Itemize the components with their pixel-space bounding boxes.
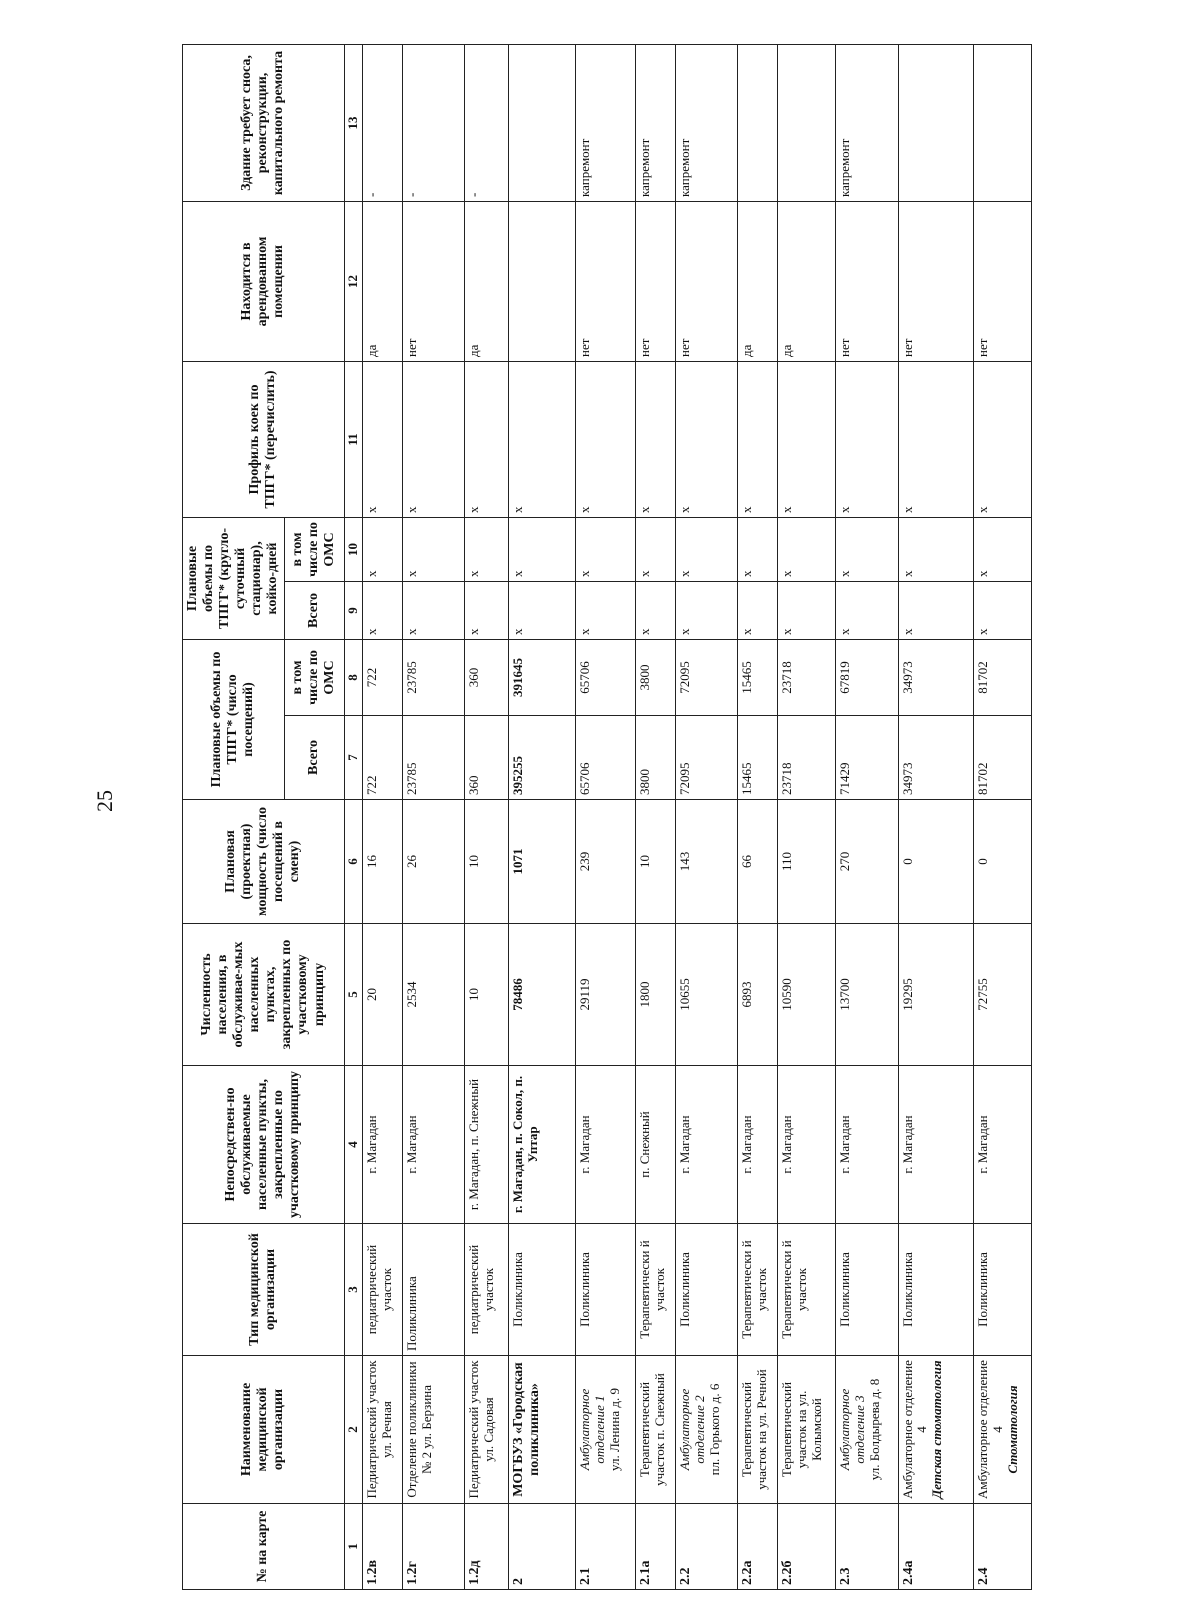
beds-oms: x bbox=[778, 517, 836, 581]
rented: да bbox=[738, 201, 778, 361]
population: 2534 bbox=[402, 924, 464, 1066]
map-number: 2.4а bbox=[898, 1504, 974, 1590]
visits-total: 23718 bbox=[778, 716, 836, 800]
header-settlements: Непосредствен-но обслуживаемые населенные пункты, закрепленные по участковому принципу bbox=[183, 1066, 345, 1224]
visits-oms: 360 bbox=[464, 640, 508, 716]
beds-total: x bbox=[636, 582, 676, 640]
map-number: 2.1а bbox=[636, 1504, 676, 1590]
repair bbox=[509, 44, 576, 201]
rented bbox=[509, 201, 576, 361]
beds-total: x bbox=[509, 582, 576, 640]
header-beds-oms: в том числе по ОМС bbox=[284, 517, 344, 581]
visits-oms: 23785 bbox=[402, 640, 464, 716]
bed-profile: x bbox=[836, 361, 898, 517]
population: 10590 bbox=[778, 924, 836, 1066]
capacity: 10 bbox=[464, 800, 508, 924]
table-row bbox=[836, 44, 898, 1589]
rented: нет bbox=[636, 201, 676, 361]
table-row bbox=[636, 44, 676, 1589]
settlements: г. Магадан bbox=[836, 1066, 898, 1224]
bed-profile: x bbox=[676, 361, 738, 517]
beds-total: x bbox=[898, 582, 974, 640]
column-number: 3 bbox=[344, 1224, 362, 1356]
header-rented: Находится в арендованном помещении bbox=[183, 201, 345, 361]
org-name-italic: Амбулаторное отделение 3 bbox=[837, 1388, 868, 1471]
org-type: Поликлиника bbox=[676, 1224, 738, 1356]
settlements: г. Магадан bbox=[974, 1066, 1032, 1224]
beds-total: x bbox=[738, 582, 778, 640]
rented: да bbox=[362, 201, 402, 361]
visits-total: 3800 bbox=[636, 716, 676, 800]
visits-oms: 391645 bbox=[509, 640, 576, 716]
beds-oms: x bbox=[738, 517, 778, 581]
capacity: 239 bbox=[576, 800, 636, 924]
visits-total: 81702 bbox=[974, 716, 1032, 800]
bed-profile: x bbox=[509, 361, 576, 517]
map-number: 1.2г bbox=[402, 1504, 464, 1590]
org-type: Терапевтически й участок bbox=[636, 1224, 676, 1356]
beds-oms: x bbox=[898, 517, 974, 581]
rented: нет bbox=[974, 201, 1032, 361]
population: 19295 bbox=[898, 924, 974, 1066]
column-number: 11 bbox=[344, 361, 362, 517]
org-name: МОГБУЗ «Городская поликлиника» bbox=[509, 1356, 576, 1504]
capacity: 10 bbox=[636, 800, 676, 924]
header-map-number: № на карте bbox=[183, 1504, 345, 1590]
visits-total: 15465 bbox=[738, 716, 778, 800]
visits-total: 72095 bbox=[676, 716, 738, 800]
column-number: 13 bbox=[344, 44, 362, 201]
header-visits-oms: в том числе по ОМС bbox=[284, 640, 344, 716]
org-name bbox=[974, 1356, 1032, 1504]
rented: нет bbox=[576, 201, 636, 361]
visits-oms: 34973 bbox=[898, 640, 974, 716]
population: 20 bbox=[362, 924, 402, 1066]
rented: да bbox=[464, 201, 508, 361]
visits-oms: 81702 bbox=[974, 640, 1032, 716]
capacity: 26 bbox=[402, 800, 464, 924]
visits-oms: 72095 bbox=[676, 640, 738, 716]
visits-total: 722 bbox=[362, 716, 402, 800]
bed-profile: x bbox=[738, 361, 778, 517]
bed-profile: x bbox=[898, 361, 974, 517]
header-repair: Здание требует сноса, реконструкции, капитального ремонта bbox=[183, 44, 345, 201]
header-capacity: Плановая (проектная) мощность (число посещений в смену) bbox=[183, 800, 345, 924]
org-name-italic: Амбулаторное отделение 1 bbox=[577, 1388, 607, 1471]
org-type: Поликлиника bbox=[836, 1224, 898, 1356]
org-type: Терапевтически й участок bbox=[738, 1224, 778, 1356]
beds-total: x bbox=[402, 582, 464, 640]
settlements: г. Магадан bbox=[898, 1066, 974, 1224]
column-number: 9 bbox=[344, 582, 362, 640]
column-number: 1 bbox=[344, 1504, 362, 1590]
beds-total: x bbox=[464, 582, 508, 640]
org-name: Педиатрический участок ул. Речная bbox=[362, 1356, 402, 1504]
header-beds-total: Всего bbox=[284, 582, 344, 640]
population: 13700 bbox=[836, 924, 898, 1066]
map-number: 2.2а bbox=[738, 1504, 778, 1590]
population: 29119 bbox=[576, 924, 636, 1066]
rented: нет bbox=[836, 201, 898, 361]
column-number: 5 bbox=[344, 924, 362, 1066]
repair: капремонт bbox=[676, 44, 738, 201]
map-number: 2.2 bbox=[676, 1504, 738, 1590]
org-type: Поликлиника bbox=[898, 1224, 974, 1356]
repair: - bbox=[362, 44, 402, 201]
map-number: 2.3 bbox=[836, 1504, 898, 1590]
visits-oms: 15465 bbox=[738, 640, 778, 716]
rented: да bbox=[778, 201, 836, 361]
org-type: Поликлиника bbox=[402, 1224, 464, 1356]
org-address: пл. Горького д. 6 bbox=[707, 1383, 722, 1476]
column-number: 12 bbox=[344, 201, 362, 361]
org-name bbox=[576, 1356, 636, 1504]
bed-profile: x bbox=[464, 361, 508, 517]
map-number: 2.2б bbox=[778, 1504, 836, 1590]
bed-profile: x bbox=[974, 361, 1032, 517]
org-type: педиатрический участок bbox=[464, 1224, 508, 1356]
beds-oms: x bbox=[576, 517, 636, 581]
map-number: 2.4 bbox=[974, 1504, 1032, 1590]
settlements: г. Магадан bbox=[576, 1066, 636, 1224]
map-number: 1.2д bbox=[464, 1504, 508, 1590]
org-name: Педиатрический участок ул. Садовая bbox=[464, 1356, 508, 1504]
visits-oms: 67819 bbox=[836, 640, 898, 716]
beds-total: x bbox=[974, 582, 1032, 640]
bed-profile: x bbox=[778, 361, 836, 517]
header-org-name: Наименование медицинской организации bbox=[183, 1356, 345, 1504]
beds-oms: x bbox=[974, 517, 1032, 581]
org-address: ул. Болдырева д. 8 bbox=[867, 1378, 883, 1481]
visits-total: 65706 bbox=[576, 716, 636, 800]
table-row bbox=[464, 44, 508, 1589]
org-type: Поликлиника bbox=[576, 1224, 636, 1356]
bed-profile: x bbox=[362, 361, 402, 517]
repair: капремонт bbox=[576, 44, 636, 201]
org-name bbox=[898, 1356, 974, 1504]
visits-oms: 23718 bbox=[778, 640, 836, 716]
medical-organizations-table bbox=[182, 44, 1032, 1590]
beds-oms: x bbox=[362, 517, 402, 581]
column-number: 2 bbox=[344, 1356, 362, 1504]
column-number: 4 bbox=[344, 1066, 362, 1224]
settlements: г. Магадан bbox=[738, 1066, 778, 1224]
org-name: Отделение поликлиники № 2 ул. Берзина bbox=[402, 1356, 464, 1504]
beds-oms: x bbox=[636, 517, 676, 581]
settlements: г. Магадан bbox=[402, 1066, 464, 1224]
table-row bbox=[362, 44, 402, 1589]
table-row bbox=[576, 44, 636, 1589]
rented: нет bbox=[402, 201, 464, 361]
repair bbox=[898, 44, 974, 201]
population: 72755 bbox=[974, 924, 1032, 1066]
org-specialty: Детская стоматология bbox=[929, 1360, 945, 1499]
table-row bbox=[778, 44, 836, 1589]
table-row bbox=[402, 44, 464, 1589]
map-number: 1.2в bbox=[362, 1504, 402, 1590]
map-number: 2.1 bbox=[576, 1504, 636, 1590]
beds-total: x bbox=[362, 582, 402, 640]
capacity: 0 bbox=[974, 800, 1032, 924]
settlements: г. Магадан bbox=[362, 1066, 402, 1224]
beds-oms: x bbox=[676, 517, 738, 581]
org-name: Терапевтический участок на ул. Колымской bbox=[778, 1356, 836, 1504]
repair: - bbox=[464, 44, 508, 201]
org-department: Амбулаторное отделение 4 bbox=[899, 1360, 930, 1499]
column-number: 7 bbox=[344, 716, 362, 800]
beds-oms: x bbox=[836, 517, 898, 581]
map-number: 2 bbox=[509, 1504, 576, 1590]
table-row bbox=[898, 44, 974, 1589]
population: 78486 bbox=[509, 924, 576, 1066]
org-type: Терапевтически й участок bbox=[778, 1224, 836, 1356]
column-number: 6 bbox=[344, 800, 362, 924]
bed-profile: x bbox=[402, 361, 464, 517]
settlements: г. Магадан bbox=[778, 1066, 836, 1224]
org-type: Поликлиника bbox=[509, 1224, 576, 1356]
beds-oms: x bbox=[464, 517, 508, 581]
table-row bbox=[738, 44, 778, 1589]
org-name: Терапевтический участок п. Снежный bbox=[636, 1356, 676, 1504]
header-bed-days-volume: Плановые объемы по ТПГГ* (кругло-суточный стационар), койко-дней bbox=[183, 517, 285, 639]
org-name bbox=[836, 1356, 898, 1504]
org-name: Терапевтический участок на ул. Речной bbox=[738, 1356, 778, 1504]
visits-total: 360 bbox=[464, 716, 508, 800]
settlements: г. Магадан, п. Сокол, п. Уптар bbox=[509, 1066, 576, 1224]
capacity: 66 bbox=[738, 800, 778, 924]
header-visits-total: Всего bbox=[284, 716, 344, 800]
header-org-type: Тип медицинской организации bbox=[183, 1224, 345, 1356]
capacity: 143 bbox=[676, 800, 738, 924]
visits-oms: 65706 bbox=[576, 640, 636, 716]
visits-total: 34973 bbox=[898, 716, 974, 800]
visits-oms: 722 bbox=[362, 640, 402, 716]
table-row bbox=[509, 44, 576, 1589]
capacity: 1071 bbox=[509, 800, 576, 924]
org-address: ул. Ленина д. 9 bbox=[606, 1388, 622, 1471]
capacity: 16 bbox=[362, 800, 402, 924]
population: 1800 bbox=[636, 924, 676, 1066]
settlements: г. Магадан, п. Снежный bbox=[464, 1066, 508, 1224]
table-row bbox=[974, 44, 1032, 1589]
bed-profile: x bbox=[636, 361, 676, 517]
org-name bbox=[676, 1356, 738, 1504]
visits-oms: 3800 bbox=[636, 640, 676, 716]
repair bbox=[974, 44, 1032, 201]
column-number: 8 bbox=[344, 640, 362, 716]
capacity: 0 bbox=[898, 800, 974, 924]
capacity: 270 bbox=[836, 800, 898, 924]
visits-total: 23785 bbox=[402, 716, 464, 800]
org-type: педиатрический участок bbox=[362, 1224, 402, 1356]
header-visits-volume: Плановые объемы по ТПГГ* (число посещений) bbox=[183, 640, 285, 800]
bed-profile: x bbox=[576, 361, 636, 517]
column-number: 10 bbox=[344, 517, 362, 581]
page-number: 25 bbox=[92, 790, 117, 812]
beds-total: x bbox=[778, 582, 836, 640]
rented: нет bbox=[676, 201, 738, 361]
org-specialty: Стоматология bbox=[1004, 1385, 1020, 1474]
capacity: 110 bbox=[778, 800, 836, 924]
population: 10655 bbox=[676, 924, 738, 1066]
repair bbox=[738, 44, 778, 201]
population: 10 bbox=[464, 924, 508, 1066]
repair: капремонт bbox=[836, 44, 898, 201]
org-department: Амбулаторное отделение 4 bbox=[975, 1360, 1006, 1499]
population: 6893 bbox=[738, 924, 778, 1066]
visits-total: 71429 bbox=[836, 716, 898, 800]
beds-oms: x bbox=[509, 517, 576, 581]
rented: нет bbox=[898, 201, 974, 361]
beds-oms: x bbox=[402, 517, 464, 581]
table-row bbox=[676, 44, 738, 1589]
org-type: Поликлиника bbox=[974, 1224, 1032, 1356]
repair bbox=[778, 44, 836, 201]
beds-total: x bbox=[576, 582, 636, 640]
repair: капремонт bbox=[636, 44, 676, 201]
org-name-italic: Амбулаторное отделение 2 bbox=[677, 1388, 708, 1471]
header-population: Численность населения, в обслуживае-мых населенных пунктах, закрепленных по участковому принципу bbox=[183, 924, 345, 1066]
beds-total: x bbox=[676, 582, 738, 640]
repair: - bbox=[402, 44, 464, 201]
settlements: п. Снежный bbox=[636, 1066, 676, 1224]
header-bed-profile: Профиль коек по ТПГГ* (перечислить) bbox=[183, 361, 345, 517]
beds-total: x bbox=[836, 582, 898, 640]
rotated-table-container bbox=[182, 45, 1032, 1590]
visits-total: 395255 bbox=[509, 716, 576, 800]
settlements: г. Магадан bbox=[676, 1066, 738, 1224]
